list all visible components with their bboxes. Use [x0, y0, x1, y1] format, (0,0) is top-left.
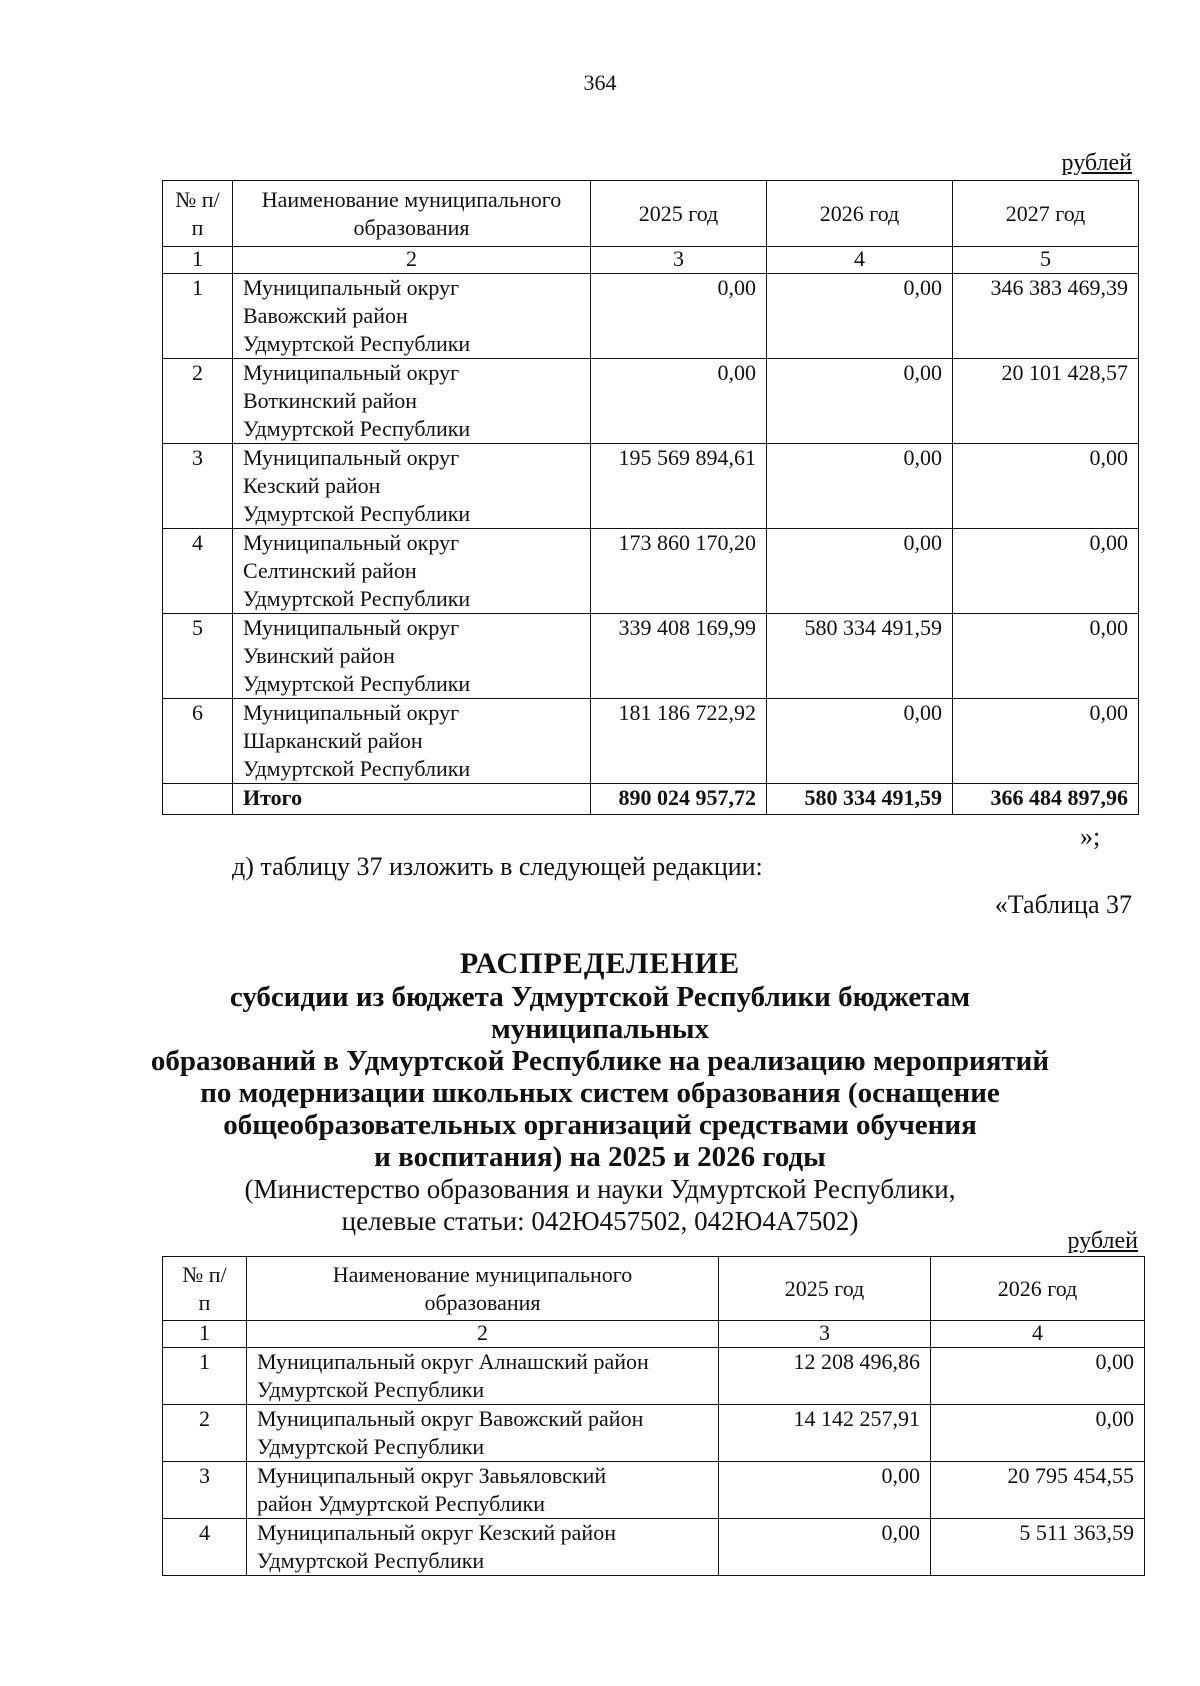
municipality-name-line: Шарканский район [243, 728, 423, 753]
heading-title: РАСПРЕДЕЛЕНИЕ [459, 947, 741, 980]
municipality-name-line: Удмуртской Республики [243, 756, 471, 781]
closing-quote: »; [1080, 822, 1101, 851]
value-2026: 0,00 [767, 529, 953, 614]
row-number: 3 [163, 444, 233, 529]
municipality-name-line: Муниципальный округ [243, 275, 460, 300]
table2 [162, 1256, 1145, 1576]
value-2025: 0,00 [591, 359, 767, 444]
document-heading [150, 948, 1050, 1237]
value-2027: 0,00 [953, 699, 1139, 784]
index-cell: 3 [719, 1321, 931, 1348]
heading-subline: целевые статьи: 042Ю457502, 042Ю4А7502) [341, 1206, 859, 1236]
value-2025: 14 142 257,91 [719, 1405, 931, 1462]
row-number: 3 [163, 1462, 247, 1519]
municipality-name [247, 1405, 719, 1462]
header-year-2027: 2027 год [953, 181, 1139, 247]
index-cell: 3 [591, 247, 767, 274]
row-number: 6 [163, 699, 233, 784]
index-cell: 1 [163, 1321, 247, 1348]
index-cell: 1 [163, 247, 233, 274]
table2-units: рублей [1067, 1228, 1138, 1254]
municipality-name-line: Муниципальный округ [243, 360, 460, 385]
total-2025: 890 024 957,72 [591, 784, 767, 815]
municipality-name [247, 1462, 719, 1519]
heading-line: общеобразовательных организаций средствами обучения [223, 1109, 977, 1141]
municipality-name-line: Муниципальный округ [243, 700, 460, 725]
instruction-text: д) таблицу 37 изложить в следующей редакции: [232, 852, 763, 881]
table1 [162, 180, 1139, 815]
municipality-name-line: Муниципальный округ Кезский район [257, 1520, 616, 1545]
value-2026: 0,00 [767, 359, 953, 444]
table-row [163, 1519, 1145, 1576]
table-row [163, 614, 1139, 699]
value-2025: 195 569 894,61 [591, 444, 767, 529]
municipality-name-line: Удмуртской Республики [257, 1434, 485, 1459]
heading-line: и воспитания) на 2025 и 2026 годы [374, 1141, 826, 1173]
total-label: Итого [233, 784, 591, 815]
municipality-name [247, 1348, 719, 1405]
header-num: № п/п [163, 181, 233, 247]
value-2027: 0,00 [953, 529, 1139, 614]
row-number: 4 [163, 529, 233, 614]
municipality-name-line: Удмуртской Республики [243, 586, 471, 611]
value-2026: 0,00 [767, 699, 953, 784]
row-number: 4 [163, 1519, 247, 1576]
value-2025: 339 408 169,99 [591, 614, 767, 699]
value-2027: 0,00 [953, 444, 1139, 529]
municipality-name-line: Муниципальный округ [243, 530, 460, 555]
municipality-name [233, 359, 591, 444]
municipality-name [233, 699, 591, 784]
table-label: «Таблица 37 [994, 890, 1132, 919]
municipality-name [233, 529, 591, 614]
municipality-name-line: Муниципальный округ Вавожский район [257, 1406, 644, 1431]
value-2027: 0,00 [953, 614, 1139, 699]
header-num: № п/п [163, 1257, 247, 1321]
municipality-name-line: Удмуртской Республики [257, 1548, 485, 1573]
municipality-name-line: Муниципальный округ Завьяловский [257, 1463, 607, 1488]
table-row [163, 359, 1139, 444]
heading-line: субсидии из бюджета Удмуртской Республики бюджетам муниципальных [229, 981, 971, 1045]
municipality-name-line: Муниципальный округ Алнашский район [257, 1349, 649, 1374]
table1-index-row [163, 247, 1139, 274]
value-2026: 580 334 491,59 [767, 614, 953, 699]
value-2025: 173 860 170,20 [591, 529, 767, 614]
table1-units: рублей [1061, 150, 1132, 176]
row-number: 2 [163, 1405, 247, 1462]
value-2026: 0,00 [931, 1348, 1145, 1405]
municipality-name [233, 274, 591, 359]
value-2026: 20 795 454,55 [931, 1462, 1145, 1519]
table1-header-row [163, 181, 1139, 247]
total-2026: 580 334 491,59 [767, 784, 953, 815]
index-cell: 2 [233, 247, 591, 274]
value-2025: 0,00 [719, 1519, 931, 1576]
municipality-name [233, 614, 591, 699]
total-2027: 366 484 897,96 [953, 784, 1139, 815]
heading-subline: (Министерство образования и науки Удмуртской Республики, [244, 1174, 956, 1204]
table-row [163, 699, 1139, 784]
value-2025: 181 186 722,92 [591, 699, 767, 784]
table-row [163, 444, 1139, 529]
municipality-name-line: Удмуртской Республики [243, 331, 471, 356]
index-cell: 2 [247, 1321, 719, 1348]
table-row [163, 274, 1139, 359]
value-2026: 0,00 [931, 1405, 1145, 1462]
municipality-name-line: Муниципальный округ [243, 615, 460, 640]
total-row [163, 784, 1139, 815]
municipality-name-line: Удмуртской Республики [243, 416, 471, 441]
municipality-name-line: Увинский район [243, 643, 395, 668]
page-number: 364 [583, 70, 617, 95]
index-cell: 4 [931, 1321, 1145, 1348]
table-row [163, 529, 1139, 614]
value-2027: 346 383 469,39 [953, 274, 1139, 359]
header-year-2026: 2026 год [931, 1257, 1145, 1321]
table-row [163, 1348, 1145, 1405]
municipality-name-line: Удмуртской Республики [257, 1377, 485, 1402]
municipality-name-line: Удмуртской Республики [243, 671, 471, 696]
row-number: 1 [163, 274, 233, 359]
value-2027: 20 101 428,57 [953, 359, 1139, 444]
index-cell: 5 [953, 247, 1139, 274]
row-number: 1 [163, 1348, 247, 1405]
row-number: 2 [163, 359, 233, 444]
value-2025: 12 208 496,86 [719, 1348, 931, 1405]
row-number: 5 [163, 614, 233, 699]
municipality-name-line: Воткинский район [243, 388, 418, 413]
value-2026: 0,00 [767, 444, 953, 529]
municipality-name-line: район Удмуртской Республики [257, 1491, 545, 1516]
header-year-2025: 2025 год [591, 181, 767, 247]
header-year-2026: 2026 год [767, 181, 953, 247]
heading-line: по модернизации школьных систем образования (оснащение [200, 1077, 1000, 1109]
municipality-name-line: Кезский район [243, 473, 381, 498]
municipality-name-line: Вавожский район [243, 303, 408, 328]
municipality-name [233, 444, 591, 529]
table-row [163, 1405, 1145, 1462]
table-row [163, 1462, 1145, 1519]
table2-index-row [163, 1321, 1145, 1348]
header-name: Наименование муниципального образования [247, 1257, 719, 1321]
header-year-2025: 2025 год [719, 1257, 931, 1321]
index-cell: 4 [767, 247, 953, 274]
municipality-name-line: Муниципальный округ [243, 445, 460, 470]
value-2026: 5 511 363,59 [931, 1519, 1145, 1576]
heading-line: образований в Удмуртской Республике на реализацию мероприятий [150, 1045, 1050, 1077]
municipality-name [247, 1519, 719, 1576]
municipality-name-line: Удмуртской Республики [243, 501, 471, 526]
value-2025: 0,00 [719, 1462, 931, 1519]
total-num-cell [163, 784, 233, 815]
municipality-name-line: Селтинский район [243, 558, 417, 583]
header-name: Наименование муниципального образования [233, 181, 591, 247]
value-2025: 0,00 [591, 274, 767, 359]
value-2026: 0,00 [767, 274, 953, 359]
table2-header-row [163, 1257, 1145, 1321]
